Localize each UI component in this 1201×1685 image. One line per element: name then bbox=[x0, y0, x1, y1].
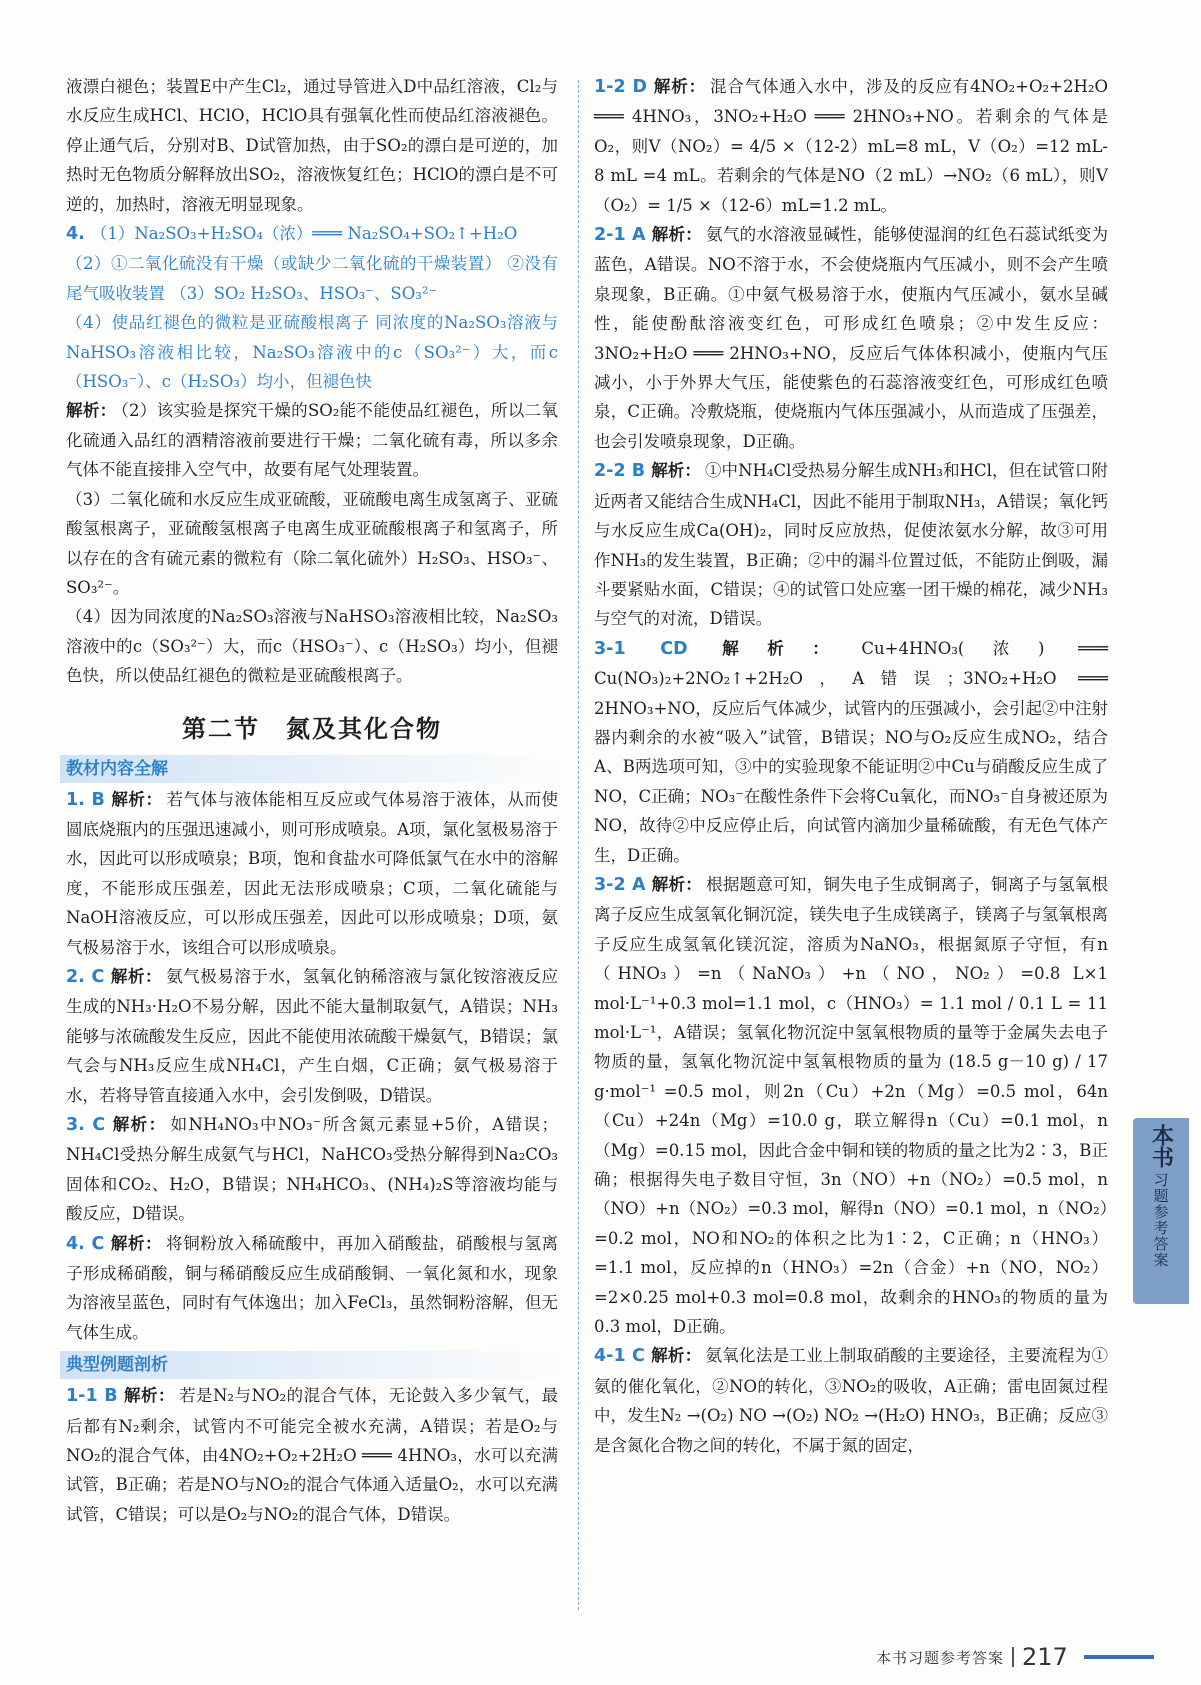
example-2-1 bbox=[594, 220, 1108, 456]
example-3-2 bbox=[594, 870, 1108, 1342]
analysis-label: 解析： bbox=[651, 461, 701, 481]
analysis-label: 解析： bbox=[693, 638, 858, 658]
answer-text: 氨气的水溶液显碱性，能够使湿润的红色石蕊试纸变为蓝色，A错误。NO不溶于水，不会使烧瓶内气压减小，则不会产生喷泉现象，B正确。①中氨气极易溶于水，使瓶内气压减小，氨水呈碱性，能使酚酞溶液变红色，可形成红色喷泉；②中发生反应：3NO₂+H₂O ═══ 2HNO₃+NO，反应后气体体积减小，使瓶内气压减小，小于外界大气压，能使紫色的石蕊溶液变红色，可形成红色喷泉，C正确。冷敷烧瓶，使烧瓶内气体压强减小，从而造成了压强差，也会引发喷泉现象，D正确。 bbox=[594, 225, 1109, 451]
answer-text: 若是N₂与NO₂的混合气体，无论鼓入多少氧气，最后都有N₂剩余，试管内不可能完全被水充满，A错误；若是O₂与NO₂的混合气体，由4NO₂+O₂+2H₂O ═══ 4HNO₃，水可以充满试管，B正确；若是NO与NO₂的混合气体通入适量O₂，水可以充满试管，C错误；可以是O₂与NO₂的混合气体，D错误。 bbox=[66, 1386, 558, 1524]
analysis-1 bbox=[66, 396, 558, 484]
analysis-label: 解析： bbox=[123, 1386, 176, 1406]
answer-number: 1-1 B bbox=[66, 1386, 118, 1407]
example-4-1 bbox=[594, 1341, 1108, 1460]
analysis-label: 解析： bbox=[650, 1346, 702, 1366]
answer-text: 混合气体通入水中，涉及的反应有4NO₂+O₂+2H₂O ═══ 4HNO₃，3NO₂+H₂O ═══ 2HNO₃+NO。若剩余的气体是O₂，则V（NO₂）= 4/5 ×（12-2）mL=8 mL，V（O₂）=12 mL-8 mL =4 mL。若剩余的气体是NO（2 mL）→NO₂（6 mL），则V（O₂）= 1/5 ×（12-6）mL=1.2 mL。 bbox=[594, 77, 1108, 215]
answer-2 bbox=[66, 962, 558, 1110]
section-band-textbook: 教材内容全解 bbox=[60, 755, 564, 783]
analysis-label: 解析： bbox=[111, 1115, 167, 1134]
right-column bbox=[594, 72, 1108, 1460]
answer-number: 3-1 CD bbox=[594, 638, 688, 659]
page-footer bbox=[876, 1643, 1154, 1671]
answer-number: 2-1 A bbox=[594, 225, 646, 246]
answer-text: 根据题意可知，铜失电子生成铜离子，铜离子与氢氧根离子反应生成氢氧化铜沉淀，镁失电子生成镁离子，镁离子与氢氧根离子反应生成氢氧化镁沉淀，溶质为NaNO₃，根据氮原子守恒，有n（HNO₃）=n（NaNO₃）+n（NO，NO₂）=0.8 L×1 mol·L⁻¹+0.3 mol=1.1 mol，c（HNO₃）= 1.1 mol / 0.1 L = 11 mol·L⁻¹，A错误；氢氧化物沉淀中氢氧根物质的量等于金属失去电子物质的量，氢氧化物沉淀中氢氧根物质的量为 (18.5 g－10 g) / 17 g·mol⁻¹ =0.5 mol，则2n（Cu）+2n（Mg）=0.5 mol，64n（Cu）+24n（Mg）=10.0 g，联立解得n（Cu）=0.1 mol，n（Mg）=0.15 mol，因此合金中铜和镁的物质的量之比为2∶3，B正确；根据得失电子数目守恒，3n（NO）+n（NO₂）=0.5 mol，n（NO）+n（NO₂）=0.3 mol，解得n（NO）=0.1 mol，n（NO₂）=0.2 mol，NO和NO₂的体积之比为1∶2，C正确；n（HNO₃）=1.1 mol，反应掉的n（HNO₃）=2n（合金）+n（NO，NO₂）=2×0.25 mol+0.3 mol=0.8 mol，故剩余的HNO₃的物质的量为0.3 mol，D正确。 bbox=[594, 874, 1109, 1337]
footer-accent-line bbox=[1084, 1655, 1154, 1659]
analysis-text: （2）该实验是探究干燥的SO₂能不能使品红褪色，所以二氧化硫通入品红的酒精溶液前要进行干燥；二氧化硫有毒，所以多余气体不能直接排入空气中，故要有尾气处理装置。 bbox=[66, 401, 559, 480]
analysis-label: 解析： bbox=[110, 966, 163, 986]
footer-separator bbox=[1012, 1647, 1014, 1667]
answer-number: 4. C bbox=[66, 1233, 105, 1254]
answer-text: 氨氧化法是工业上制取硝酸的主要途径，主要流程为①氨的催化氧化，②NO的转化，③NO₂的吸收，A正确；雷电固氮过程中，发生N₂ →(O₂) NO →(O₂) NO₂ →(H₂O) HNO₃，B正确；反应③是含氮化合物之间的转化，不属于氮的固定， bbox=[594, 1346, 1109, 1455]
analysis-label: 解析： bbox=[110, 789, 163, 809]
example-3-1 bbox=[594, 634, 1108, 870]
answer-number: 2. C bbox=[66, 966, 105, 987]
answer-4-line1: （1）Na₂SO₃+H₂SO₄（浓）═══ Na₂SO₄+SO₂↑+H₂O bbox=[90, 224, 518, 244]
paragraph-continued: 液漂白褪色；装置E中产生Cl₂，通过导管进入D中品红溶液，Cl₂与水反应生成HCl、HClO，HClO具有强氧化性而使品红溶液褪色。停止通气后，分别对B、D试管加热，由于SO₂的漂白是可逆的，加热时无色物质分解释放出SO₂，溶液恢复红色；HClO的漂白是不可逆的，加热时，溶液无明显现象。 bbox=[66, 77, 558, 214]
analysis-label: 解析： bbox=[653, 77, 706, 96]
answer-number: 1-2 D bbox=[594, 77, 648, 97]
section-band-examples: 典型例题剖析 bbox=[60, 1351, 564, 1379]
page-number: 217 bbox=[1022, 1643, 1068, 1671]
example-1-2 bbox=[594, 72, 1108, 220]
analysis-label: 解析： bbox=[66, 401, 117, 421]
analysis-label: 解析： bbox=[651, 874, 703, 894]
answer-4-line3: （4）使品红褪色的微粒是亚硫酸根离子 同浓度的Na₂SO₃溶液与NaHSO₃溶液相比较，Na₂SO₃溶液中的c（SO₃²⁻）大，而c（HSO₃⁻）、c（H₂SO₃）均小，但褪色快 bbox=[66, 313, 558, 392]
section-title: 第二节 氮及其化合物 bbox=[182, 713, 442, 743]
answer-4b bbox=[66, 1229, 558, 1348]
answer-3 bbox=[66, 1110, 558, 1229]
analysis-label: 解析： bbox=[110, 1233, 163, 1253]
side-tab-subtitle: 习题参考答案 bbox=[1151, 1172, 1170, 1268]
side-tab-title: 本书 bbox=[1148, 1124, 1174, 1168]
example-1-1 bbox=[66, 1381, 558, 1529]
analysis-2: （3）二氧化硫和水反应生成亚硫酸，亚硫酸电离生成氢离子、亚硫酸氢根离子，亚硫酸氢根离子电离生成亚硫酸根离子和氢离子，所以存在的含有硫元素的微粒有（除二氧化硫外）H₂SO₃、HSO₃⁻、SO₃²⁻。 bbox=[66, 489, 558, 597]
analysis-label: 解析： bbox=[651, 225, 703, 245]
answer-number: 1. B bbox=[66, 789, 105, 810]
answer-number: 4-1 C bbox=[594, 1346, 645, 1367]
answer-number: 4. bbox=[66, 224, 85, 245]
answer-text: ①中NH₄Cl受热易分解生成NH₃和HCl，但在试管口附近两者又能结合生成NH₄Cl，因此不能用于制取NH₃，A错误；氧化钙与水反应生成Ca(OH)₂，同时反应放热，促使浓氨水分解，故③可用作NH₃的发生装置，B正确；②中的漏斗位置过低，不能防止倒吸，漏斗要紧贴水面，C错误；④的试管口处应塞一团干燥的棉花，减少NH₃与空气的对流，D错误。 bbox=[594, 461, 1108, 629]
column-divider bbox=[578, 80, 579, 1610]
side-tab bbox=[1133, 1118, 1189, 1304]
answer-text: 如NH₄NO₃中NO₃⁻所含氮元素显+5价，A错误；NH₄Cl受热分解生成氨气与HCl，NaHCO₃受热分解得到Na₂CO₃固体和CO₂、H₂O，B错误；NH₄HCO₃、(NH₄)₂S等溶液均能与酸反应，D错误。 bbox=[66, 1115, 558, 1224]
answer-1 bbox=[66, 785, 558, 962]
answer-4 bbox=[66, 219, 558, 249]
answer-text: 氨气极易溶于水，氢氧化钠稀溶液与氯化铵溶液反应生成的NH₃·H₂O不易分解，因此不能大量制取氨气，A错误；NH₃能够与浓硫酸发生反应，因此不能使用浓硫酸干燥氨气，B错误；氯气会与NH₃反应生成NH₄Cl，产生白烟，C正确；氨气极易溶于水，若将导管直接通入水中，会引发倒吸，D错误。 bbox=[66, 966, 559, 1105]
footer-title: 本书习题参考答案 bbox=[876, 1648, 1005, 1667]
analysis-3: （4）因为同浓度的Na₂SO₃溶液与NaHSO₃溶液相比较，Na₂SO₃溶液中的c（SO₃²⁻）大，而c（HSO₃⁻）、c（H₂SO₃）均小，但褪色快，所以使品红褪色的微粒是亚硫酸根离子。 bbox=[66, 607, 558, 686]
answer-text: Cu+4HNO₃(浓) ═══ Cu(NO₃)₂+2NO₂↑+2H₂O，A错误；3NO₂+H₂O ═══ 2HNO₃+NO，反应后气体减少，试管内的压强减小，会引起②中注射器内剩余的水被“吸入”试管，B错误；NO与O₂反应生成NO₂，结合A、B两选项可知，③中的实验现象不能证明②中Cu与硝酸反应生成了NO，C正确；NO₃⁻在酸性条件下会将Cu氧化，而NO₃⁻自身被还原为NO，故待②中反应停止后，向试管内滴加少量稀硫酸，有无色气体产生，D正确。 bbox=[594, 638, 1109, 865]
answer-number: 2-2 B bbox=[594, 461, 646, 482]
answer-text: 若气体与液体能相互反应或气体易溶于液体，从而使圆底烧瓶内的压强迅速减小，则可形成喷泉。A项，氯化氢极易溶于水，因此可以形成喷泉；B项，饱和食盐水可降低氯气在水中的溶解度，不能形成压强差，因此无法形成喷泉；C项，二氧化硫能与NaOH溶液反应，可以形成压强差，因此可以形成喷泉；D项，氨气极易溶于水，该组合可以形成喷泉。 bbox=[66, 789, 559, 957]
answer-4-line2: （2）①二氧化硫没有干燥（或缺少二氧化硫的干燥装置） ②没有尾气吸收装置 （3）SO₂ H₂SO₃、HSO₃⁻、SO₃²⁻ bbox=[66, 254, 558, 303]
answer-number: 3-2 A bbox=[594, 874, 646, 895]
answer-text: 将铜粉放入稀硫酸中，再加入硝酸盐，硝酸根与氢离子形成稀硝酸，铜与稀硝酸反应生成硝酸铜、一氧化氮和水，现象为溶液呈蓝色，同时有气体逸出；加入FeCl₃，虽然铜粉溶解，但无气体生成。 bbox=[66, 1233, 559, 1342]
example-2-2 bbox=[594, 456, 1108, 633]
answer-number: 3. C bbox=[66, 1115, 106, 1135]
left-column bbox=[66, 72, 558, 1529]
